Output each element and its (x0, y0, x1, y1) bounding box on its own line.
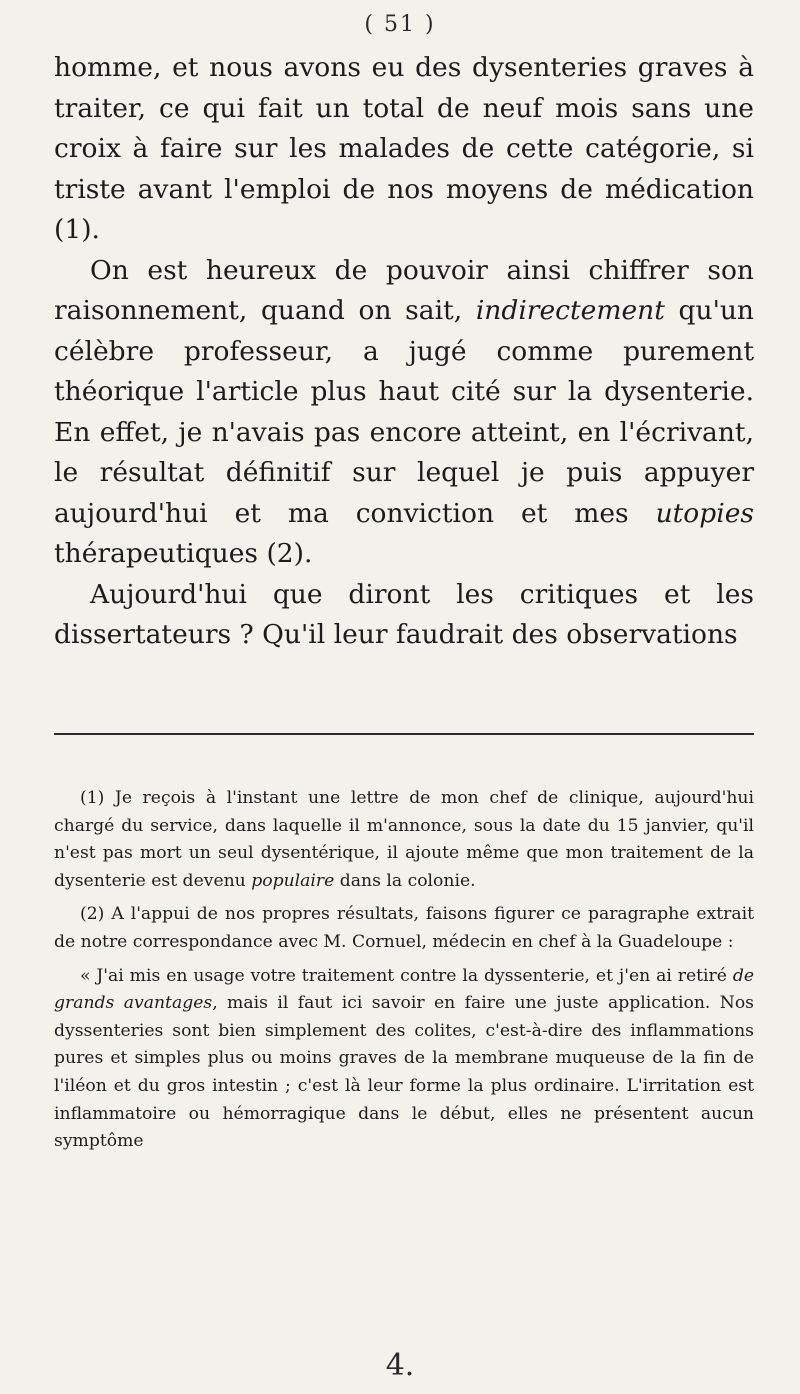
footnote-1: (1) Je reçois à l'instant une lettre de mon chef de clinique, aujourd'hui chargé du service, dans laquelle il m'annonce, sous la date du 15 janvier, qu'il n'est pas mort un seul dysentérique, il ajoute même que mon traitement de la dysenterie est devenu populaire dans la colonie. (54, 788, 754, 891)
footnote-2-quote: « J'ai mis en usage votre traitement contre la dyssenterie, et j'en ai retiré de grands avantages, mais il faut ici savoir en faire une juste application. Nos dyssenteries sont bien simplement des colites, c'est-à-dire des inflammations pures et simples plus ou moins graves de la membrane muqueuse de la fin de l'iléon et du gros intestin ; c'est là leur forme la plus ordinaire. L'irritation est inflammatoire ou hémorragique dans le début, elles ne présentent aucun symptôme (54, 965, 754, 1152)
page-number: ( 51 ) (364, 12, 436, 37)
paragraph-2: On est heureux de pouvoir ainsi chiffrer son raisonnement, quand on sait, indirectement qu'un célèbre professeur, a jugé comme purement théorique l'article plus haut cité sur la dysenterie. En effet, je n'avais pas encore atteint, en l'écrivant, le résultat définitif sur lequel je puis appuyer aujourd'hui et ma conviction et mes utopies thérapeutiques (2). (54, 254, 754, 569)
emphasis-populaire: populaire (251, 870, 335, 891)
footnotes (54, 785, 754, 1156)
paragraph-1: homme, et nous avons eu des dysenteries graves à traiter, ce qui fait un total de neuf mois sans une croix à faire sur les malades de cette catégorie, si triste avant l'emploi de nos moyens de médication (1). (54, 52, 754, 245)
emphasis-utopies: utopies (655, 497, 754, 529)
paragraph-3: Aujourd'hui que diront les critiques et les dissertateurs ? Qu'il leur faudrait des observations (54, 578, 754, 650)
main-text (54, 48, 754, 656)
footnote-2: (2) A l'appui de nos propres résultats, faisons figurer ce paragraphe extrait de notre correspondance avec M. Cornuel, médecin en chef à la Guadeloupe : (54, 904, 754, 952)
signature-mark: 4. (385, 1348, 415, 1383)
emphasis-grands-avantages: de grands avantages (54, 965, 754, 1014)
footnote-divider (54, 733, 754, 735)
emphasis-indirectement: indirectement (475, 295, 665, 326)
